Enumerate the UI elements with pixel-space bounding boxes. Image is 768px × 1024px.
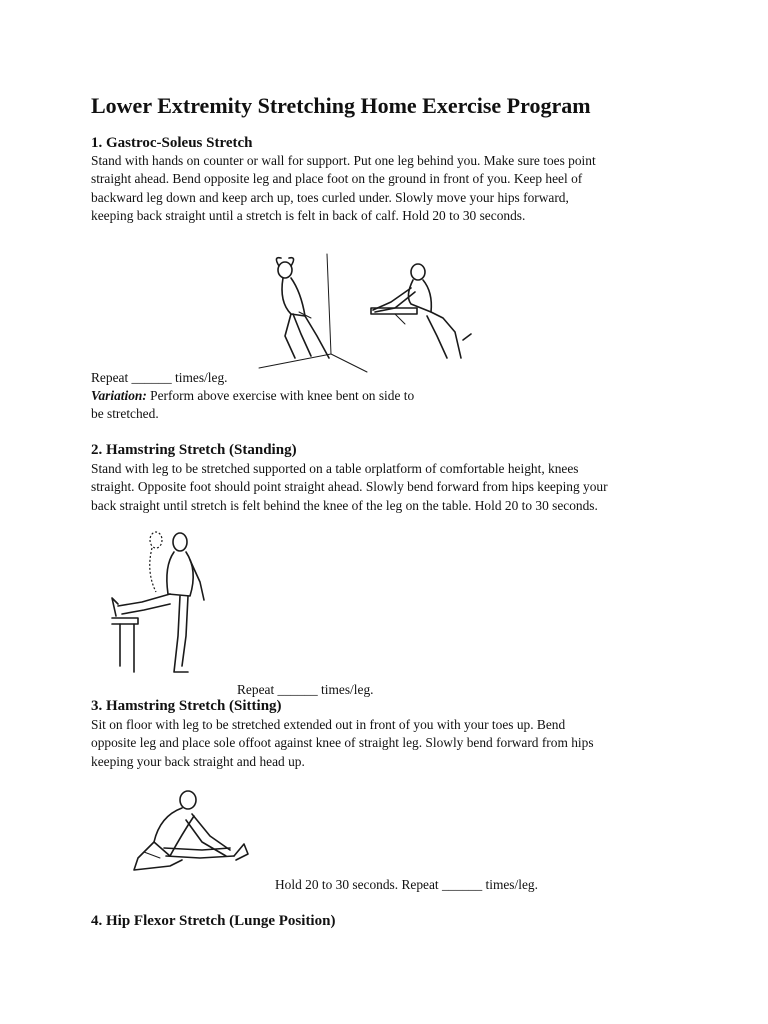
- body-line: straight ahead. Bend opposite leg and place foot on the ground in front of you. Keep heel of: [91, 171, 583, 187]
- variation-text: be stretched.: [91, 406, 159, 422]
- standing-hamstring-stretch-illustration: [108, 526, 218, 676]
- body-line: keeping your back straight and head up.: [91, 753, 305, 769]
- gastroc-soleus-stretch-illustration: [255, 252, 485, 374]
- repeat-hamstring-standing: Repeat ______ times/leg.: [237, 682, 374, 697]
- body-line: back straight until stretch is felt behind the knee of the leg on the table. Hold 20 to 30 seconds.: [91, 497, 598, 513]
- section-heading-gastroc-soleus: 1. Gastroc-Soleus Stretch: [91, 135, 253, 151]
- section-body-gastroc-soleus: [91, 152, 596, 225]
- variation-text: Perform above exercise with knee bent on side to: [146, 388, 415, 403]
- body-line: Stand with hands on counter or wall for support. Put one leg behind you. Make sure toes point: [91, 153, 596, 168]
- section-body-hamstring-standing: [91, 460, 608, 515]
- sitting-hamstring-stretch-illustration: [130, 786, 252, 880]
- variation-gastroc-soleus: [91, 387, 414, 424]
- repeat-gastroc-soleus: Repeat ______ times/leg.: [91, 370, 228, 385]
- section-body-hamstring-sitting: [91, 716, 594, 771]
- body-line: backward leg down and keep arch up, toes curled under. Slowly move your hips forward,: [91, 189, 569, 205]
- body-line: opposite leg and place sole offoot against knee of straight leg. Slowly bend forward from hips: [91, 735, 594, 751]
- page-title: Lower Extremity Stretching Home Exercise Program: [91, 93, 591, 118]
- body-line: keeping back straight until a stretch is felt in back of calf. Hold 20 to 30 seconds.: [91, 207, 526, 223]
- body-line: Stand with leg to be stretched supported on a table orplatform of comfortable height, knees: [91, 461, 579, 476]
- variation-label: Variation:: [91, 388, 147, 403]
- body-line: Sit on floor with leg to be stretched extended out in front of you with your toes up. Bend: [91, 717, 566, 732]
- section-heading-hip-flexor: 4. Hip Flexor Stretch (Lunge Position): [91, 913, 336, 929]
- section-heading-hamstring-standing: 2. Hamstring Stretch (Standing): [91, 442, 297, 458]
- body-line: straight. Opposite foot should point straight ahead. Slowly bend forward from hips keeping your: [91, 479, 608, 495]
- repeat-hamstring-sitting: Hold 20 to 30 seconds. Repeat ______ times/leg.: [275, 877, 538, 892]
- section-heading-hamstring-sitting: 3. Hamstring Stretch (Sitting): [91, 698, 282, 714]
